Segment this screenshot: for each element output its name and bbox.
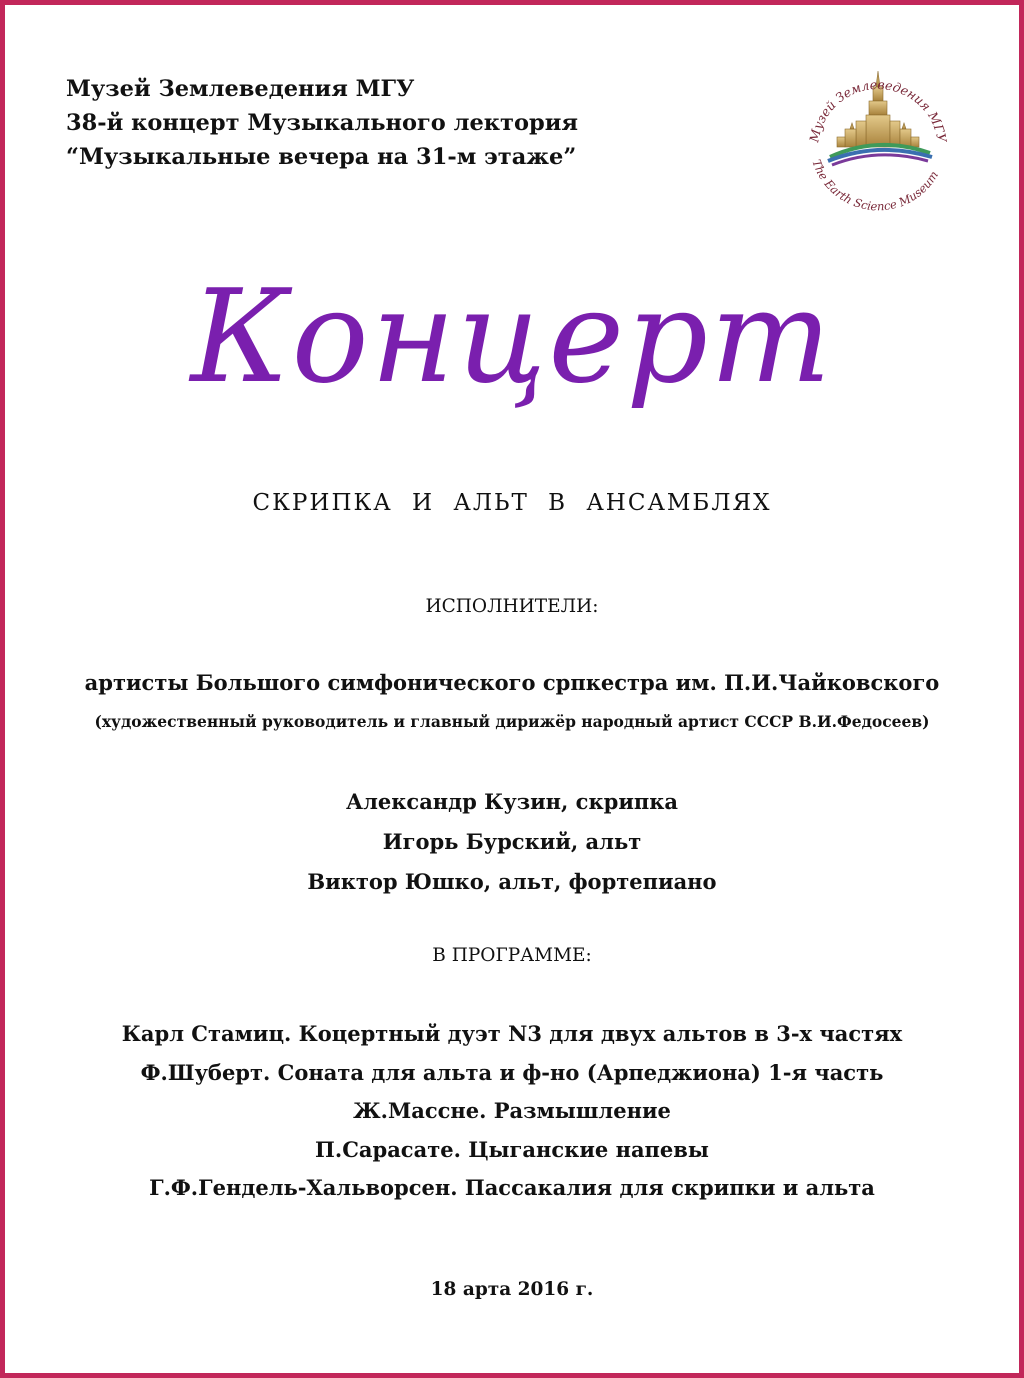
header-block (66, 72, 578, 174)
performer-item: Игорь Бурский, альт (382, 829, 642, 854)
program-item: Г.Ф.Гендель-Хальворсен. Пассакалия для скрипки и альта (149, 1175, 875, 1200)
header-line-museum: Музей Землеведения МГУ (66, 76, 415, 102)
orchestra-line: артисты Большого симфонического српкестра им. П.И.Чайковского (84, 670, 940, 695)
program-heading: В ПРОГРАММЕ: (432, 945, 592, 966)
program-item: П.Сарасате. Цыганские напевы (315, 1136, 709, 1162)
program-item: Ф.Шуберт. Соната для альта и ф-но (Арпеджиона) 1-я часть (140, 1059, 884, 1085)
concert-subtitle: СКРИПКА И АЛЬТ В АНСАМБЛЯХ (252, 490, 772, 516)
page-title: Концерт (190, 263, 834, 412)
performers-heading: ИСПОЛНИТЕЛИ: (425, 596, 599, 617)
header-line-concert-number: 38-й концерт Музыкального лектория (66, 110, 579, 136)
performer-item: Александр Кузин, скрипка (345, 789, 679, 814)
logo-text-bottom: The Earth Science Museum (809, 157, 942, 214)
museum-logo (796, 57, 961, 222)
concert-date: 18 арта 2016 г. (430, 1279, 594, 1300)
orchestra-note: (художественный руководитель и главный дирижёр народный артист СССР В.И.Федосеев) (94, 712, 930, 731)
program-item: Ж.Массне. Размышление (353, 1098, 671, 1123)
logo-text-top: Музей Землеведения МГУ (806, 76, 950, 144)
program-list (0, 1015, 1024, 1208)
program-item: Карл Стамиц. Коцертный дуэт N3 для двух альтов в 3-х частях (121, 1021, 903, 1046)
performer-item: Виктор Юшко, альт, фортепиано (307, 869, 717, 894)
performers-list (0, 782, 1024, 902)
header-line-series: “Музыкальные вечера на 31-м этаже” (66, 144, 577, 170)
